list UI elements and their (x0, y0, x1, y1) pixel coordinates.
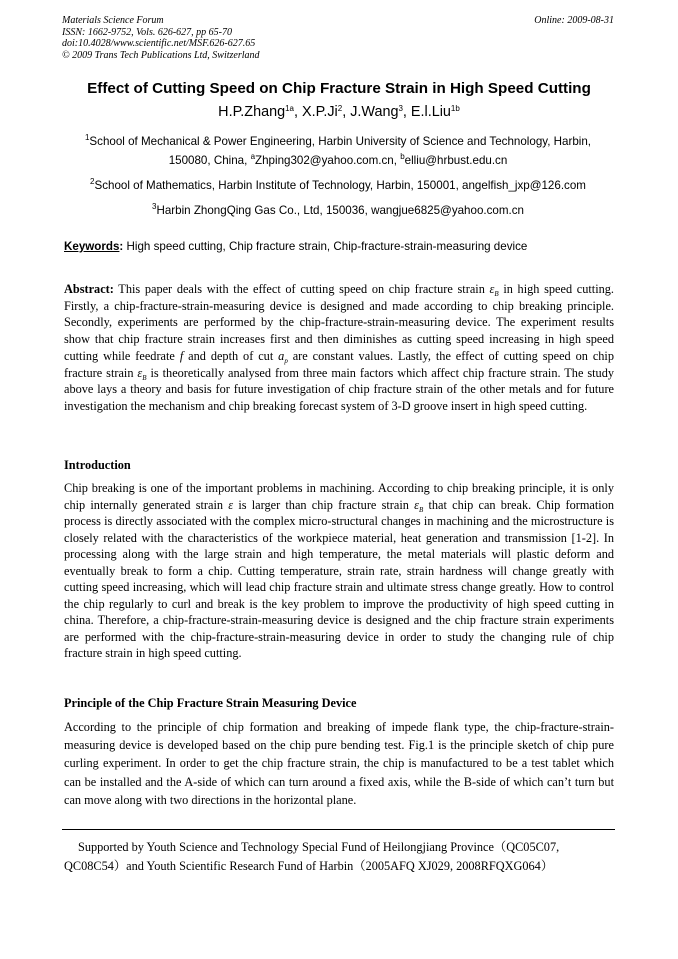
issn-line: ISSN: 1662-9752, Vols. 626-627, pp 65-70 (62, 26, 232, 38)
author-name: E.l.Liu (410, 104, 451, 120)
keywords-text: High speed cutting, Chip fracture strain, Chip-fracture-strain-measuring device (123, 240, 528, 253)
journal-header (62, 15, 260, 61)
journal-name: Materials Science Forum (62, 15, 164, 26)
author-name: H.P.Zhang (218, 104, 286, 120)
section-heading-introduction: Introduction (64, 458, 131, 472)
author-sup: 1b (450, 104, 460, 113)
author-name: X.P.Ji (302, 104, 338, 120)
principle-paragraph: According to the principle of chip formation and breaking of impede flank type, the chip-fracture-strain-measuring device is developed based on the chip pure bending test. Fig.1 is the principle sketch of chip pure curling experiment. In order to get the chip fracture strain, the chip is manufactured to be a test tablet which can be installed and the A-side of which can turn around a fixed axis, while the B-side of which can’t turn but can move along with two directions in the horizontal plane. (64, 720, 614, 807)
author-sup: 1a (285, 104, 295, 113)
paper-title: Effect of Cutting Speed on Chip Fracture Strain in High Speed Cutting (87, 80, 591, 97)
keywords-label: Keywords (64, 240, 120, 253)
online-date: Online: 2009-08-31 (534, 15, 614, 26)
author-sup: 2 (337, 104, 343, 113)
email-link[interactable]: Zhping302@yahoo.com.cn, (255, 154, 401, 167)
email-link[interactable]: elliu@hrbust.edu.cn (404, 154, 508, 167)
author-sup: 3 (398, 104, 403, 113)
author-name: J.Wang (350, 104, 399, 120)
affiliation-2: $^2$School of Mathematics, Harbin Institute of Technology, Harbin, 150001, angelfish_jxp@126.com (90, 177, 586, 192)
funding-footnote: Supported by Youth Science and Technology Special Fund of Heilongjiang Province（QC05C07, QC08C54）and Youth Scientific Research Fund of Harbin（2005AFQ XJ029, 2008RFQXG064） (64, 840, 560, 873)
author-list: H.P.Zhang$^{1a}$, X.P.Ji$^2$, J.Wang$^3$, E.l.Liu$^{1b}$ (218, 104, 460, 120)
affiliation-3: $^3$Harbin ZhongQing Gas Co., Ltd, 150036, wangjue6825@yahoo.com.cn (152, 202, 524, 217)
footnote-divider (62, 829, 615, 830)
section-heading-principle: Principle of the Chip Fracture Strain Measuring Device (64, 696, 357, 710)
keywords: Keywords: High speed cutting, Chip fracture strain, Chip-fracture-strain-measuring device (64, 240, 528, 253)
doi-line: doi:10.4028/www.scientific.net/MSF.626-627.65 (62, 38, 256, 49)
abstract-paragraph: Abstract: This paper deals with the effect of cutting speed on chip fracture strain $\varepsilon_B$ in high speed cutting. Firstly, a chip-fracture-strain-measuring device is designed and made according to chip breaking principle. Secondly, experiments are performed by the chip-fracture-strain-measuring device. The experiment results show that chip fracture strain increases first and then diminishes as cutting speed increasing in high speed cutting while feedrate f and depth of cut $a_p$ are constant values. Lastly, the effect of cutting speed on chip fracture strain $\varepsilon_B$ is theoretically analysed from three main factors which affect chip fracture strain. The study above lays a theory and basis for future investigation of chip fracture strain of the other metals and for future investigation the mechanism and chip breaking forecast system of 3-D groove insert in high speed cutting. (64, 282, 614, 413)
affiliation-1: $^1$School of Mechanical & Power Engineering, Harbin University of Science and Technology, Harbin, 150080, China, $^a$Zhping302@yahoo.com.cn, $^b$elliu@hrbust.edu.cn (84, 133, 592, 167)
copyright-line: © 2009 Trans Tech Publications Ltd, Switzerland (62, 49, 260, 61)
abstract-label: Abstract: (64, 282, 114, 296)
introduction-paragraph: Chip breaking is one of the important problems in machining. According to chip breaking principle, it is only chip internally generated strain ε is larger than chip fracture strain $\varepsilon_B$ that chip can break. Chip formation process is directly associated with the complex micro-structural changes in machining and the microstructure is closely related with the characteristics of the workpiece material, heat generation and transmission [1-2]. In processing along with the large strain and high temperature, the metal materials will plastic deform and eventually break to form a chip. Cutting temperature, strain rate, strain hardness will change greatly with cutting speed increasing, which will lead chip fracture strain and ultimate stress change greatly. How to control the chip regularly to curl and break is the key problem to improve the productivity of high speed cutting in china. Therefore, a chip-fracture-strain-measuring device is designed and the chip fracture strain experiments are performed with the chip-fracture-strain-measuring device in order to study the changing rule of chip fracture strain in high speed cutting. (64, 481, 614, 660)
